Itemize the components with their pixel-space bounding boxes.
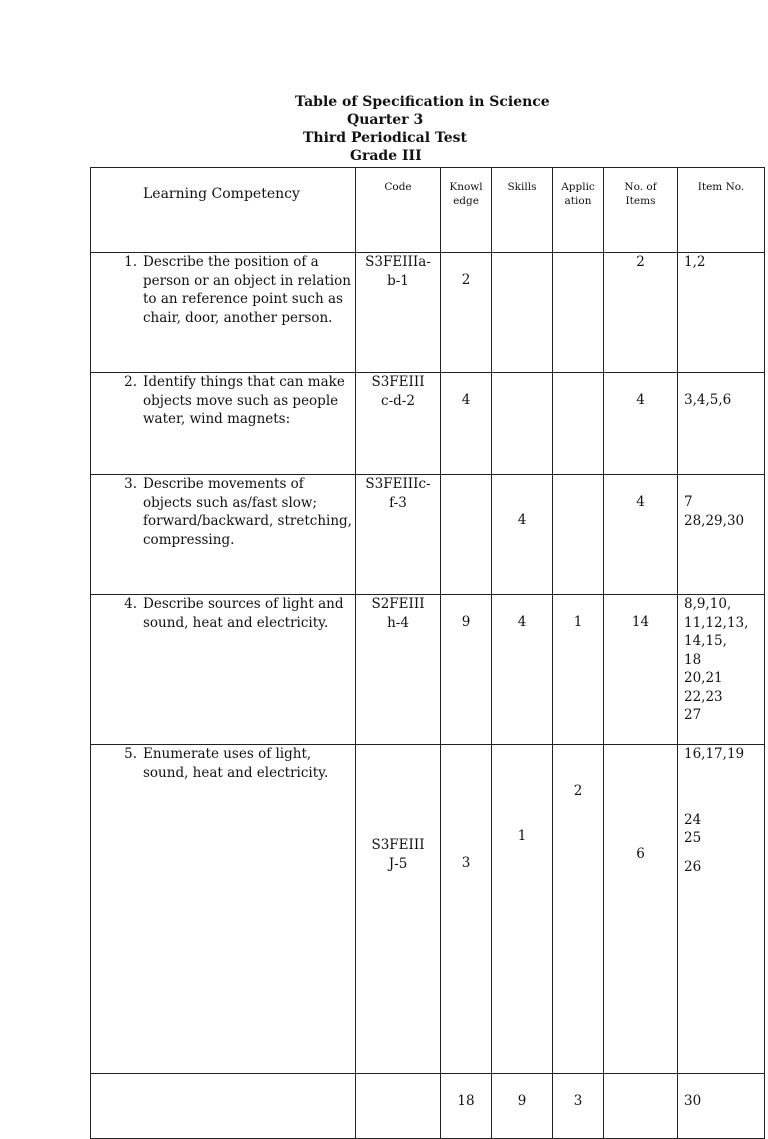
totals-code-cell	[356, 1074, 441, 1139]
knowledge-cell: 9	[441, 595, 492, 745]
title-line-3: Third Periodical Test	[303, 130, 468, 146]
header-items-a: No. of	[624, 181, 657, 193]
skills-cell	[492, 253, 553, 373]
knowledge-cell: 4	[441, 373, 492, 475]
total-skills: 9	[492, 1074, 553, 1139]
code-line-b: f-3	[389, 494, 407, 511]
total-item-no: 30	[678, 1074, 765, 1139]
application-cell	[553, 475, 604, 595]
items-cell: 2	[604, 253, 678, 373]
row-number: 3.	[124, 476, 137, 492]
items-cell: 4	[604, 373, 678, 475]
item-no-line: 18	[684, 651, 702, 668]
knowledge-cell	[441, 475, 492, 595]
skills-cell: 4	[492, 475, 553, 595]
header-row	[91, 168, 765, 253]
header-code	[356, 168, 441, 253]
code-cell	[356, 253, 441, 373]
table-row	[91, 475, 765, 595]
header-item-no	[678, 168, 765, 253]
total-items	[604, 1074, 678, 1139]
application-cell: 1	[553, 595, 604, 745]
competency-text: Identify things that can make objects move such as people water, wind magnets:	[143, 374, 345, 427]
row-number: 5.	[124, 746, 137, 762]
totals-label-cell	[91, 1074, 356, 1139]
item-no-line: 3,4,5,6	[684, 392, 732, 408]
code-line-b: J-5	[388, 855, 408, 872]
item-no-line: 20,21	[684, 670, 723, 686]
skills-cell	[492, 373, 553, 475]
totals-row	[91, 1074, 765, 1139]
title-line-2: Quarter 3	[347, 112, 424, 128]
table-row	[91, 253, 765, 373]
item-no-line: 14,15,	[684, 633, 727, 649]
header-skills	[492, 168, 553, 253]
competency-cell	[91, 745, 356, 1074]
header-knowledge-b: edge	[453, 194, 479, 207]
code-cell	[356, 373, 441, 475]
application-cell: 2	[553, 745, 604, 1074]
items-cell: 6	[604, 745, 678, 1074]
code-line-a: S3FEIIIc-	[365, 476, 431, 492]
code-cell	[356, 475, 441, 595]
competency-cell	[91, 595, 356, 745]
competency-text: Describe sources of light and sound, heat and electricity.	[143, 596, 344, 631]
header-competency: Learning Competency	[91, 168, 356, 253]
item-no-line: 1,2	[684, 254, 706, 270]
header-application	[553, 168, 604, 253]
application-cell	[553, 253, 604, 373]
item-no-cell	[678, 595, 765, 745]
row-number: 1.	[124, 254, 137, 270]
item-no-line: 26	[684, 858, 702, 875]
title-line-4: Grade III	[350, 148, 422, 164]
header-application-a: Applic	[561, 181, 595, 193]
item-no-line: 25	[684, 830, 702, 846]
code-line-a: S2FEIII	[371, 596, 425, 612]
header-knowledge	[441, 168, 492, 253]
row-number: 2.	[124, 374, 137, 390]
total-application: 3	[553, 1074, 604, 1139]
competency-text: Describe the position of a person or an object in relation to an reference point such as chair, door, another person.	[143, 254, 351, 326]
item-no-line: 22,23	[684, 688, 723, 705]
item-no-line: 7	[684, 494, 693, 510]
code-line-a: S3FEIII	[371, 374, 425, 390]
header-code-label: Code	[384, 181, 412, 193]
item-no-line: 16,17,19	[684, 746, 745, 762]
item-no-cell	[678, 253, 765, 373]
total-knowledge: 18	[441, 1074, 492, 1139]
specification-table	[90, 167, 765, 1139]
table-row	[91, 595, 765, 745]
header-items-b: Items	[625, 194, 656, 207]
title-line-1: Table of Specification in Science	[295, 94, 550, 110]
item-no-line: 28,29,30	[684, 512, 745, 529]
code-line-b: b-1	[387, 272, 409, 289]
code-line-b: h-4	[387, 614, 409, 631]
table-row	[91, 373, 765, 475]
code-line-b: c-d-2	[381, 392, 415, 409]
code-line-a: S3FEIIIa-	[365, 254, 431, 270]
table-row	[91, 745, 765, 1074]
header-item-no-label: Item No.	[697, 181, 745, 193]
item-no-cell	[678, 475, 765, 595]
row-number: 4.	[124, 596, 137, 612]
item-no-line: 24	[684, 811, 702, 828]
code-line-a: S3FEIII	[371, 837, 425, 853]
header-skills-label: Skills	[507, 181, 537, 193]
skills-cell: 4	[492, 595, 553, 745]
application-cell	[553, 373, 604, 475]
items-cell: 4	[604, 475, 678, 595]
code-cell	[356, 595, 441, 745]
header-application-b: ation	[564, 194, 592, 207]
header-items	[604, 168, 678, 253]
header-knowledge-a: Knowl	[449, 181, 483, 193]
competency-cell	[91, 253, 356, 373]
competency-cell	[91, 373, 356, 475]
item-no-cell	[678, 745, 765, 1074]
skills-cell: 1	[492, 745, 553, 1074]
item-no-line: 11,12,13,	[684, 614, 749, 631]
item-no-line: 8,9,10,	[684, 596, 732, 612]
item-no-cell	[678, 373, 765, 475]
knowledge-cell: 3	[441, 745, 492, 1074]
items-cell: 14	[604, 595, 678, 745]
code-cell	[356, 745, 441, 1074]
competency-text: Describe movements of objects such as/fast slow; forward/backward, stretching, compressing.	[143, 476, 352, 548]
knowledge-cell: 2	[441, 253, 492, 373]
item-no-line: 27	[684, 707, 702, 723]
competency-text: Enumerate uses of light, sound, heat and electricity.	[143, 746, 329, 781]
competency-cell	[91, 475, 356, 595]
